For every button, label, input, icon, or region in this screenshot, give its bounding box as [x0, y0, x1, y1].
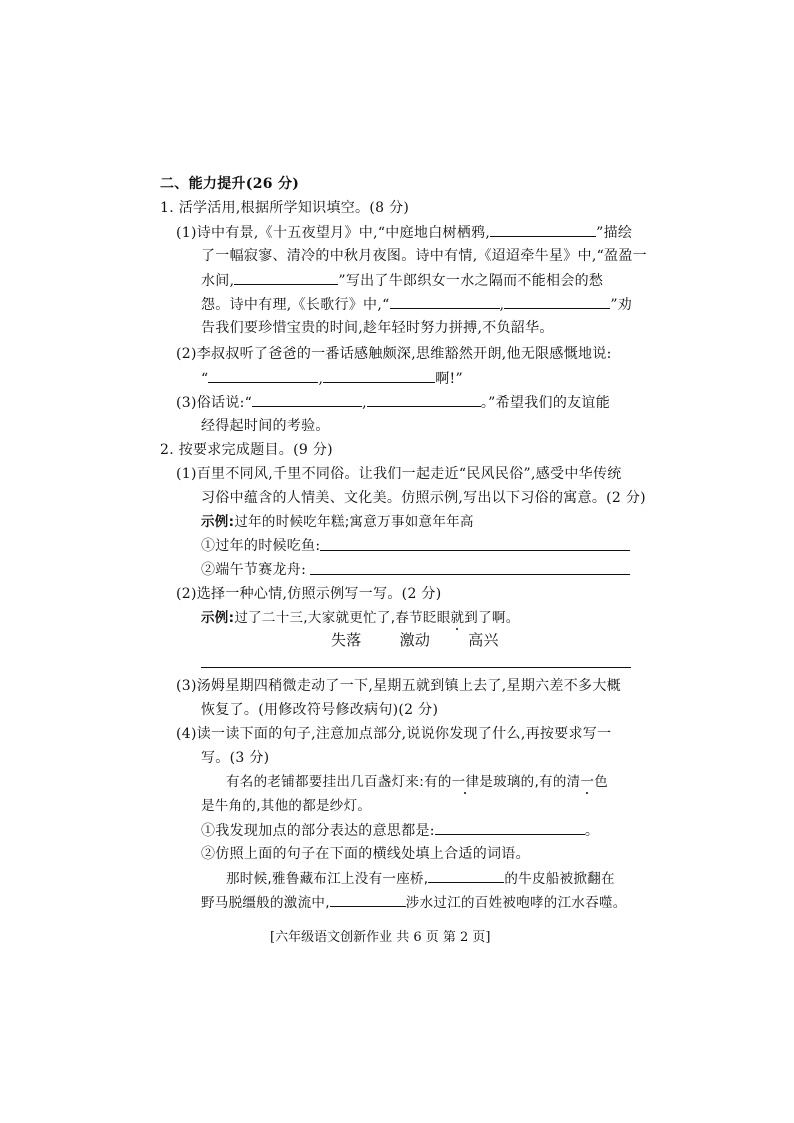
answer-line[interactable] [201, 667, 631, 668]
section-title: 二、能力提升(26 分) [160, 176, 300, 192]
q2-s4-item1: ①我发现加点的部分表达的意思都是: 。 [201, 820, 599, 841]
q1-p3-line1: (3)俗话说:“ , 。”希望我们的友谊能 [176, 392, 610, 413]
q2-s4-fill-line2: 野马脱缰般的激流中, 涉水过江的百姓被咆哮的江水吞噬。 [201, 892, 627, 913]
q2-s4-quote-line2: 是牛角的,其他的都是纱灯。 [201, 798, 372, 814]
q2-s1-example: 示例:过年的时候吃年糕;寓意万事如意年年高 [201, 514, 474, 530]
answer-blank[interactable] [208, 368, 318, 383]
q2-s4-quote-line1: 有名的老铺都要挂出几百盏灯来:有的一律是玻璃的,有的清一色 [226, 774, 609, 790]
q2-s1-line1: (1)百里不同风,千里不同俗。让我们一起走近“民风民俗”,感受中华传统 [176, 466, 622, 482]
q2-s1-item2: ②端午节赛龙舟: [201, 562, 307, 578]
q2-s3-line2: 恢复了。(用修改符号修改病句)(2 分) [201, 702, 439, 718]
q1-p2-line2: “ , 啊!” [201, 368, 463, 389]
q1-p1-line2: 了一幅寂寥、清冷的中秋月夜图。诗中有情,《迢迢牵牛星》中,“盈盈一 [201, 248, 647, 264]
answer-blank[interactable] [367, 392, 481, 407]
q1-p1-line1: (1)诗中有景,《十五夜望月》中,“中庭地白树栖鸦, ”描绘 [176, 222, 632, 243]
mood-choice[interactable]: 失落 [331, 631, 362, 649]
q2-s2-title: (2)选择一种心情,仿照示例写一写。(2 分) [176, 586, 442, 602]
answer-blank[interactable] [490, 222, 596, 237]
q1-p3-line2: 经得起时间的考验。 [201, 418, 330, 434]
q2-s4-line2: 写。(3 分) [201, 750, 270, 766]
answer-blank[interactable] [428, 868, 504, 883]
answer-blank[interactable] [390, 294, 500, 309]
answer-line[interactable] [320, 550, 630, 551]
q2-s4-fill-line1: 那时候,雅鲁藏布江上没有一座桥, 的牛皮船被掀翻在 [226, 868, 615, 889]
mood-choices [331, 630, 537, 650]
answer-blank[interactable] [323, 368, 435, 383]
mood-choice[interactable]: 高兴 [468, 631, 499, 649]
q2-s1-item1: ①过年的时候吃鱼: [201, 538, 321, 554]
q2-s4-line1: (4)读一读下面的句子,注意加点部分,说说你发现了什么,再按要求写一 [176, 726, 612, 742]
q1-p2-line1: (2)李叔叔听了爸爸的一番话感触颇深,思维豁然开朗,他无限感慨地说: [176, 346, 612, 362]
q1-title: 1. 活学活用,根据所学知识填空。(8 分) [160, 200, 410, 216]
q2-s2-example: 示例:过了二十三,大家就更忙了,春节眨眼就到了啊。 [201, 610, 520, 626]
q1-p1-line5: 告我们要珍惜宝贵的时间,趁年轻时努力拼搏,不负韶华。 [201, 320, 554, 336]
q2-s3-line1: (3)汤姆星期四稍微走动了一下,星期五就到镇上去了,星期六差不多大概 [176, 678, 621, 694]
answer-blank[interactable] [504, 294, 610, 309]
q2-s1-line2: 习俗中蕴含的人情美、文化美。仿照示例,写出以下习俗的寓意。(2 分) [201, 490, 646, 506]
q2-title: 2. 按要求完成题目。(9 分) [160, 442, 333, 458]
page-footer: [六年级语文创新作业 共 6 页 第 2 页] [270, 930, 491, 945]
q2-s4-item2: ②仿照上面的句子在下面的横线处填上合适的词语。 [201, 846, 530, 862]
q1-p1-line4: 怨。诗中有理,《长歌行》中,“ , ”劝 [201, 294, 632, 315]
mood-choice[interactable]: 激动 [399, 631, 431, 649]
answer-blank[interactable] [234, 270, 338, 285]
answer-blank[interactable] [252, 392, 362, 407]
q1-p1-line3: 水间, ”写出了牛郎织女一水之隔而不能相会的愁 [201, 270, 603, 291]
answer-line[interactable] [310, 574, 630, 575]
answer-blank[interactable] [435, 820, 585, 835]
answer-blank[interactable] [330, 892, 406, 907]
